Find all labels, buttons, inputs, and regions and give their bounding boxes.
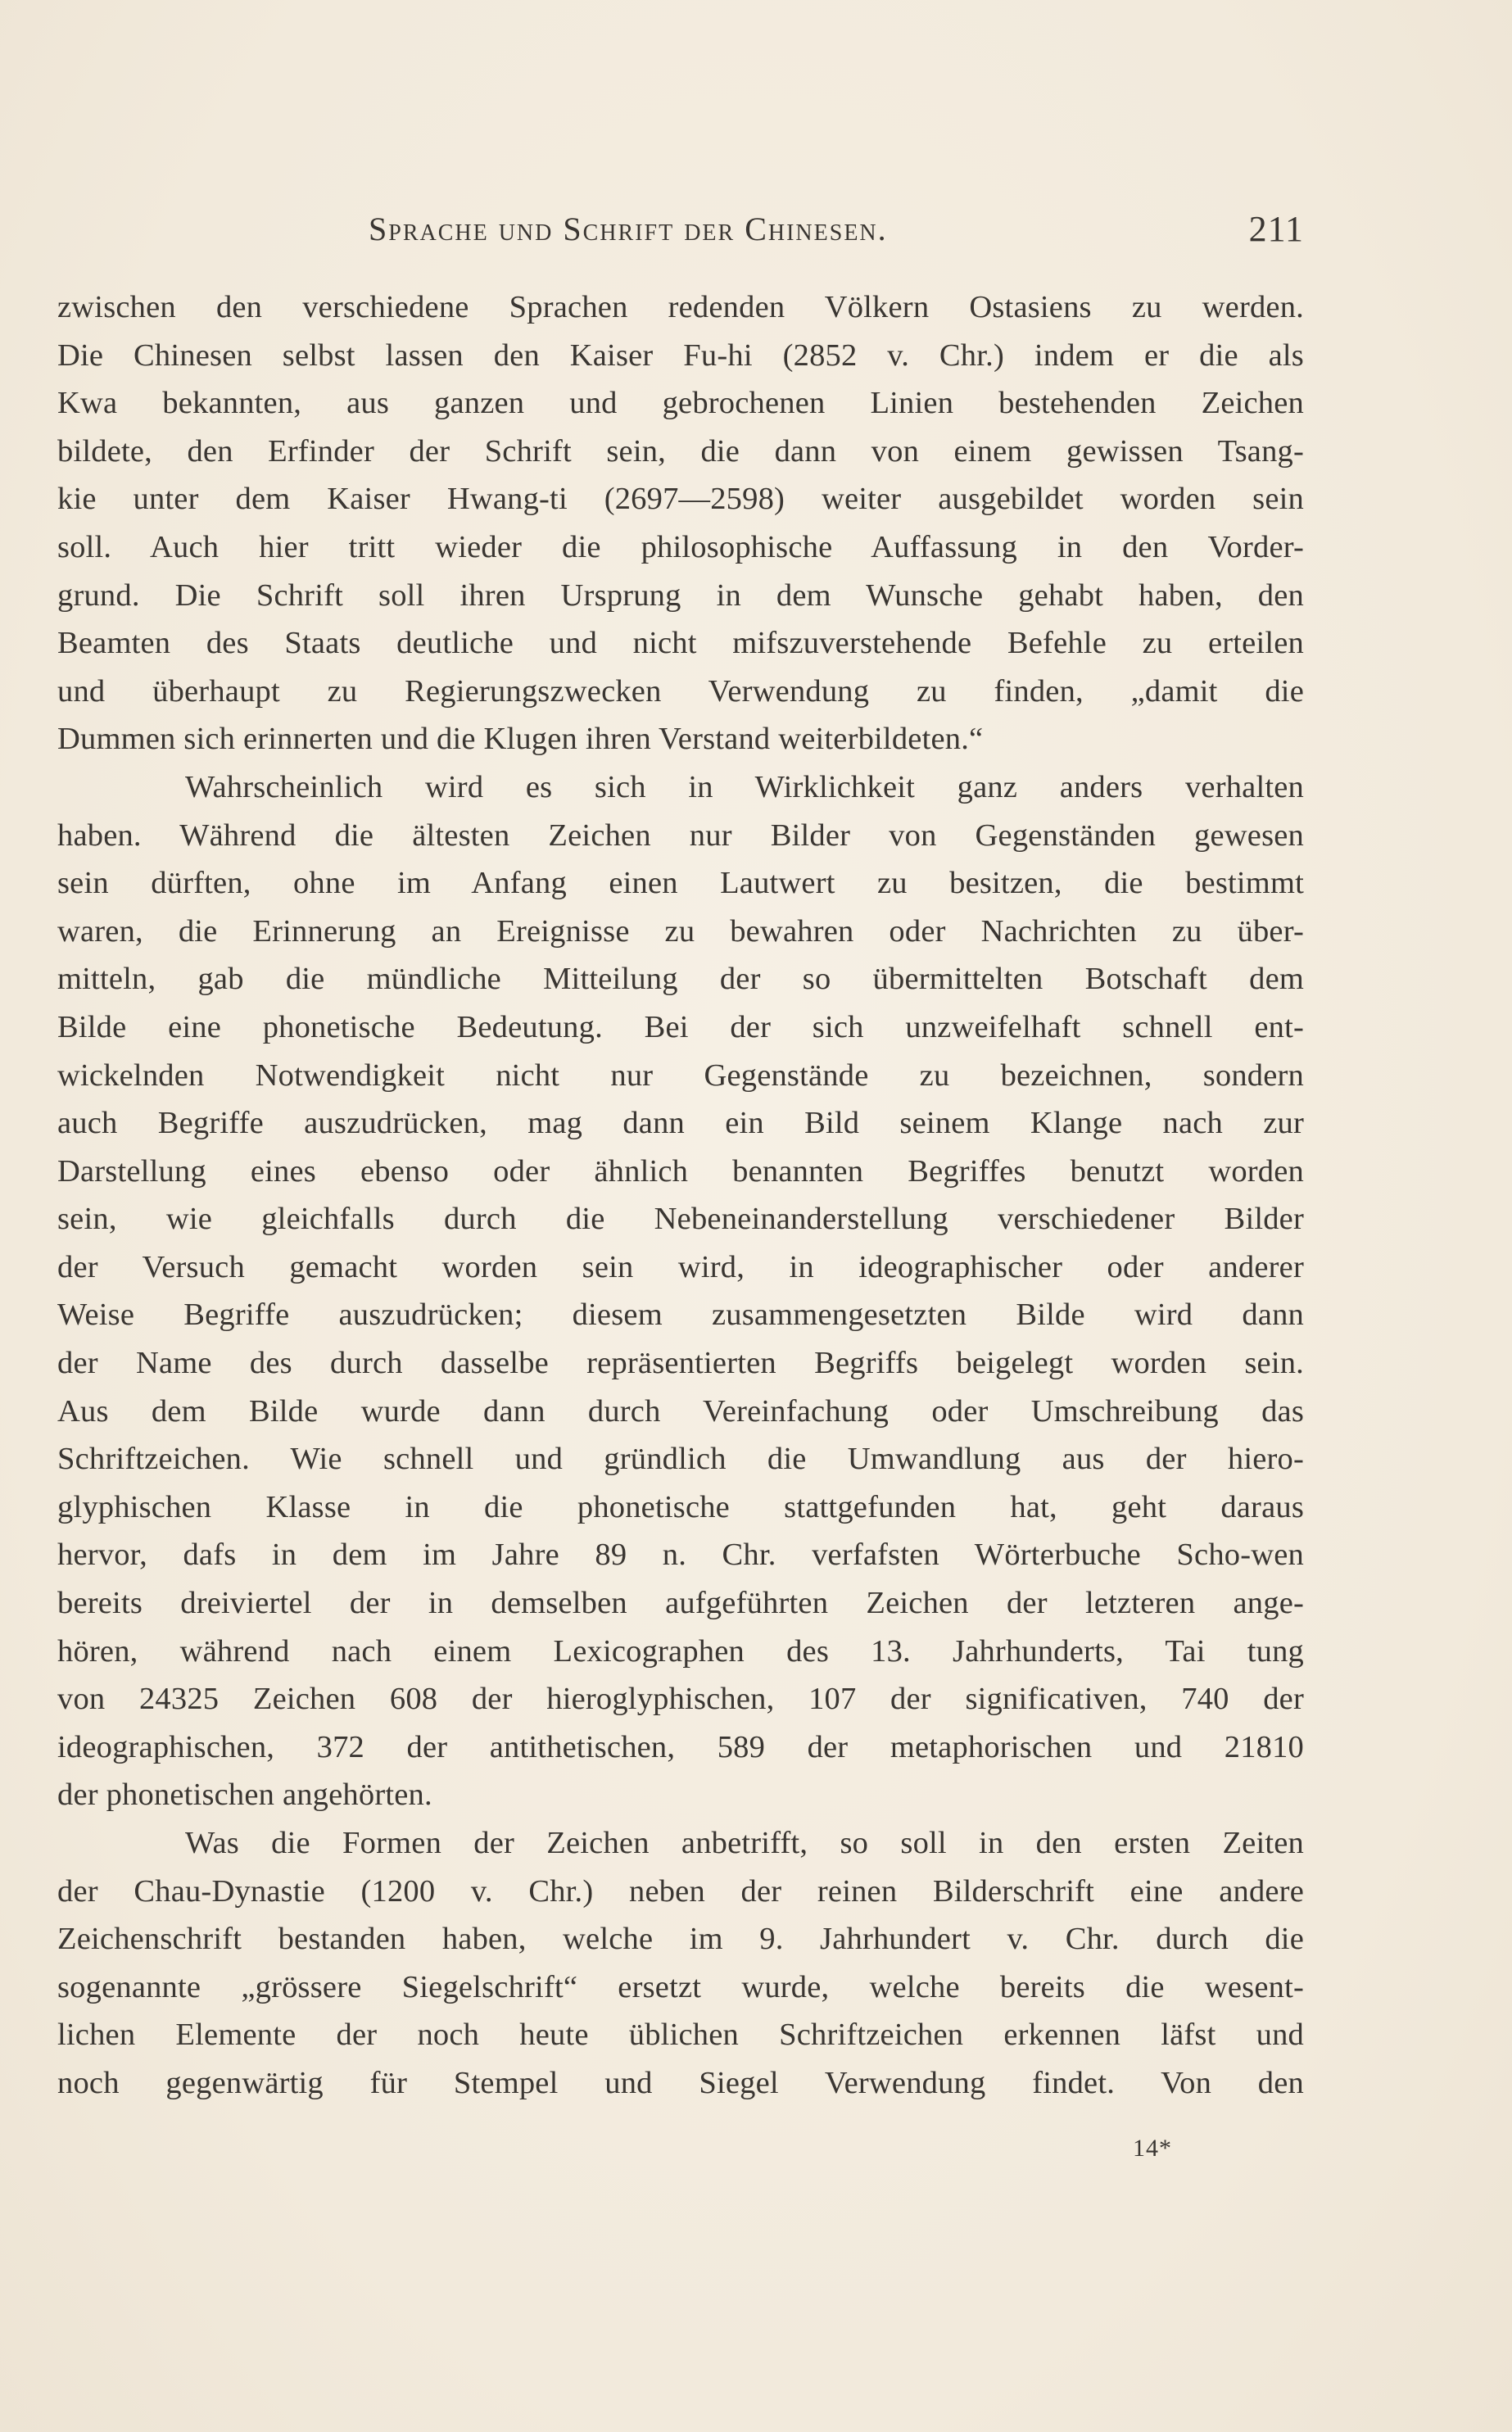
running-title: Sprache und Schrift der Chinesen. [369, 211, 888, 247]
text-line: hervor, dafs in dem im Jahre 89 n. Chr. verfafsten Wörterbuche Scho-wen [57, 1538, 1304, 1573]
text-line: lichen Elemente der noch heute üblichen Schriftzeichen erkennen läfst und [57, 2018, 1304, 2053]
text-line: bereits dreiviertel der in demselben aufgeführten Zeichen der letzteren ange- [57, 1586, 1304, 1621]
text-line: soll. Auch hier tritt wieder die philosophische Auffassung in den Vorder- [57, 529, 1304, 564]
text-line: bildete, den Erfinder der Schrift sein, die dann von einem gewissen Tsang- [57, 433, 1304, 469]
text-line: der Chau-Dynastie (1200 v. Chr.) neben der reinen Bilderschrift eine andere [57, 1873, 1304, 1909]
text-line: sein dürften, ohne im Anfang einen Lautwert zu besitzen, die bestimmt [57, 866, 1304, 901]
text-line: sein, wie gleichfalls durch die Nebeneinanderstellung verschiedener Bilder [57, 1202, 1304, 1237]
text-line: grund. Die Schrift soll ihren Ursprung in dem Wunsche gehabt haben, den [57, 577, 1304, 613]
text-line: der Name des durch dasselbe repräsentierten Begriffs beigelegt worden sein. [57, 1346, 1304, 1381]
text-line: Kwa bekannten, aus ganzen und gebrochenen Linien bestehenden Zeichen [57, 386, 1304, 421]
text-line: Beamten des Staats deutliche und nicht mifszuverstehende Befehle zu erteilen [57, 626, 1304, 661]
text-line: der Versuch gemacht worden sein wird, in ideographischer oder anderer [57, 1249, 1304, 1284]
text-line: hören, während nach einem Lexicographen des 13. Jahrhunderts, Tai tung [57, 1633, 1304, 1669]
text-line: und überhaupt zu Regierungszwecken Verwendung zu finden, „damit die [57, 673, 1304, 709]
running-head [57, 203, 1304, 256]
text-line: Weise Begriffe auszudrücken; diesem zusammengesetzten Bilde wird dann [57, 1298, 1304, 1333]
text-line: noch gegenwärtig für Stempel und Siegel Verwendung findet. Von den [57, 2065, 1304, 2100]
text-line: Was die Formen der Zeichen anbetrifft, so soll in den ersten Zeiten [185, 1826, 1304, 1860]
text-line: Zeichenschrift bestanden haben, welche im 9. Jahrhundert v. Chr. durch die [57, 1922, 1304, 1957]
text-line: ideographischen, 372 der antithetischen, 589 der metaphorischen und 21810 [57, 1729, 1304, 1764]
text-line: auch Begriffe auszudrücken, mag dann ein Bild seinem Klange nach zur [57, 1106, 1304, 1141]
text-line: der phonetischen angehörten. [57, 1778, 432, 1813]
text-line: zwischen den verschiedene Sprachen redenden Völkern Ostasiens zu werden. [57, 290, 1304, 324]
page-number: 211 [1248, 209, 1304, 249]
text-line: sogenannte „grössere Siegelschrift“ ersetzt wurde, welche bereits die wesent- [57, 1969, 1304, 2004]
text-line: Darstellung eines ebenso oder ähnlich benannten Begriffes benutzt worden [57, 1153, 1304, 1189]
text-line: Die Chinesen selbst lassen den Kaiser Fu-hi (2852 v. Chr.) indem er die als [57, 337, 1304, 373]
text-line: kie unter dem Kaiser Hwang-ti (2697—2598) weiter ausgebildet worden sein [57, 482, 1304, 517]
text-line: mitteln, gab die mündliche Mitteilung der so übermittelten Botschaft dem [57, 962, 1304, 997]
signature-mark: 14* [1133, 2135, 1172, 2162]
text-line: von 24325 Zeichen 608 der hieroglyphischen, 107 der significativen, 740 der [57, 1682, 1304, 1717]
text-line: wickelnden Notwendigkeit nicht nur Gegenstände zu bezeichnen, sondern [57, 1057, 1304, 1093]
text-line: Wahrscheinlich wird es sich in Wirklichkeit ganz anders verhalten [185, 769, 1304, 804]
text-line: haben. Während die ältesten Zeichen nur Bilder von Gegenständen gewesen [57, 817, 1304, 853]
text-line: Schriftzeichen. Wie schnell und gründlich die Umwandlung aus der hiero- [57, 1442, 1304, 1477]
text-line: glyphischen Klasse in die phonetische stattgefunden hat, geht daraus [57, 1489, 1304, 1524]
text-line: Bilde eine phonetische Bedeutung. Bei der sich unzweifelhaft schnell ent- [57, 1009, 1304, 1044]
text-line: waren, die Erinnerung an Ereignisse zu bewahren oder Nachrichten zu über- [57, 913, 1304, 949]
text-line: Dummen sich erinnerten und die Klugen ihren Verstand weiterbildeten.“ [57, 722, 984, 757]
text-line: Aus dem Bilde wurde dann durch Vereinfachung oder Umschreibung das [57, 1393, 1304, 1429]
body-text [57, 283, 1304, 2108]
